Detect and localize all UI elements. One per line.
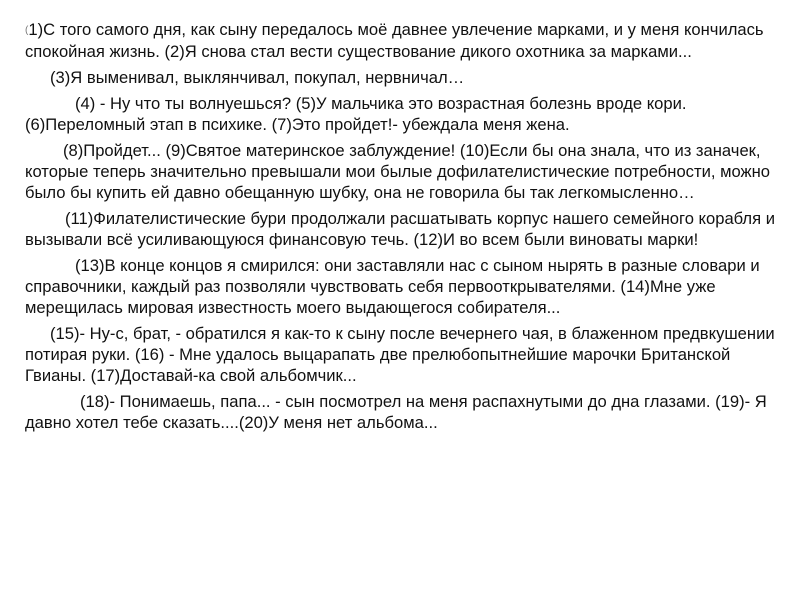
paragraph-8: (18)- Понимаешь, папа... - сын посмотрел на меня распахнутыми до дна глазами. (19)- Я давно хотел тебе сказать....(20)У меня нет альбома...	[25, 392, 767, 432]
paragraph-5: (11)Филателистические бури продолжали расшатывать корпус нашего семейного корабля и вызывали всё усиливающуюся финансовую течь. (12)И во всем были виноваты марки!	[25, 209, 775, 249]
paragraph-6: (13)В конце концов я смирился: они заставляли нас с сыном нырять в разные словари и справочники, каждый раз позволяли чувствовать себя первооткрывателями. (14)Мне уже мерещилась мировая известность моего выдающегося собирателя...	[25, 256, 760, 317]
text-document	[25, 19, 777, 438]
paragraph-3: (4) - Ну что ты волнуешься? (5)У мальчика это возрастная болезнь вроде кори. (6)Переломный этап в психике. (7)Это пройдет!- убеждала меня жена.	[25, 94, 687, 134]
paragraph-2: (3)Я выменивал, выклянчивал, покупал, нервничал…	[50, 68, 465, 87]
paragraph-7: (15)- Ну-с, брат, - обратился я как-то к сыну после вечернего чая, в блаженном предвкушении потирая руки. (16) - Мне удалось выцарапать две прелюбопытнейшие марочки Британской Гвианы. (17)Доставай-ка свой альбомчик...	[25, 324, 775, 385]
paragraph-4: (8)Пройдет... (9)Святое материнское заблуждение! (10)Если бы она знала, что из заначек, которые теперь значительно превышали мои былые дофилателистические потребности, можно было бы купить ей давно обещанную шубку, она не говорила бы так легкомысленно…	[25, 141, 771, 202]
paragraph-1-prefix: (	[25, 25, 29, 36]
paragraph-1-text: 1)С того самого дня, как сыну передалось моё давнее увлечение марками, и у меня кончилась спокойная жизнь. (2)Я снова стал вести существование дикого охотника за марками...	[25, 20, 764, 61]
paragraph-1	[25, 19, 777, 62]
